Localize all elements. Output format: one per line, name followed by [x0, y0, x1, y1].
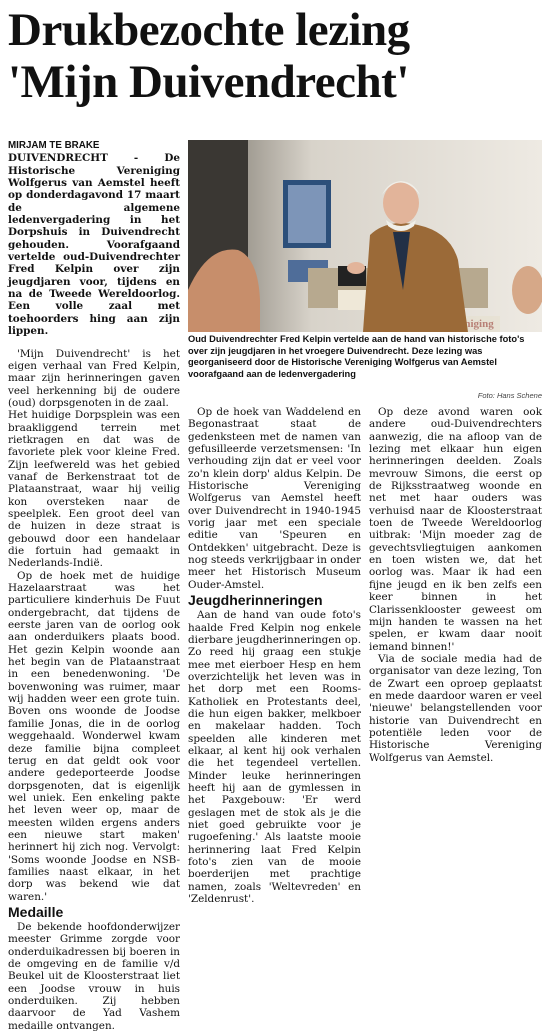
byline: MIRJAM TE BRAKE: [8, 140, 100, 151]
article-photo: [188, 140, 542, 332]
photo-credit: Foto: Hans Schene: [477, 391, 542, 400]
body-paragraph: Via de sociale media had de organisator van deze lezing, Ton de Zwart een oproep geplaatst en mede daardoor waren er veel 'nieuwe' belangstellenden voor historie van Duivendrecht en potentiële leden voor de Historische Vereniging Wolfgerus van Aemstel.: [369, 652, 542, 764]
dateline: DUIVENDRECHT: [8, 152, 108, 165]
lead-text: - De Historische Vereniging Wolfgerus van Aemstel heeft op donderdagavond 17 maart de algemene ledenvergadering in het Dorpshuis in Duivendrecht gehouden. Voorafgaand vertelde oud-Duivendrechter Fred Kelpin over zijn jeugdjaren voor, tijdens en na de Tweede Wereldoorlog. Een volle zaal met toehoorders hing aan zijn lippen.: [8, 152, 180, 338]
body-paragraph: Op de hoek van Waddelend en Begonastraat staat de gedenksteen met de namen van gefusilleerde verzetsmensen: 'In verhouding zijn dat er veel voor zo'n klein dorp' aldus Kelpin. De Historische Vereniging Wolfgerus van Aemstel heeft over Duivendrecht in 1940-1945 vorig jaar met een speciale editie van 'Speuren en Ontdekken' uitgebracht. Deze is nog steeds verkrijgbaar in onder meer het Historisch Museum Ouder-Amstel.: [188, 406, 361, 591]
photo-illustration: [188, 140, 542, 332]
photo-caption: Oud Duivendrechter Fred Kelpin vertelde aan de hand van historische foto's over zijn jeugdjaren in het vroegere Duivendrecht. Deze lezing was georganiseerd door de Historische Vereniging Wolfgerus van Aemstel voorafgaand aan de ledenvergadering: [188, 334, 525, 379]
subhead-medaille: Medaille: [8, 903, 64, 920]
body-paragraph: De bekende hoofdonderwijzer meester Grimme zorgde voor onderduikadressen bij boeren in de omgeving en de familie v/d Beukel uit de Kloosterstraat liet een Joodse vrouw in huis onderduiken. Zij hebben daarvoor de Yad Vashem medaille ontvangen.: [8, 920, 180, 1032]
headline-line-2: 'Mijn Duivendrecht': [8, 56, 409, 108]
headline: [8, 4, 548, 108]
column-3: [369, 406, 542, 764]
headline-line-1: Drukbezochte lezing: [8, 4, 410, 56]
body-paragraph: Op de hoek met de huidige Hazelaarstraat was het particuliere kinderhuis De Fuut ondergebracht, dat tijdens de eerste jaren van de oorlog ook aan onderduikers plaats bood. Het gezin Kelpin woonde aan het begin van de Plataanstraat in een benedenwoning. 'De bovenwoning was ruimer, maar wij hadden weer een grote tuin. Boven ons woonde de Joodse familie Jonas, die in de oorlog weggehaald. Wonderwel kwam deze familie bijna compleet terug en dat geldt ook voor andere gedeporteerde Joodse dorpsgenoten, dat is eigenlijk wel uniek. Een enkeling pakte het leven weer op, maar de meesten wilden ergens anders een nieuwe start maken' herinnert hij zich nog. Vervolgt: 'Soms woonde Joodse en NSB-families naast elkaar, in het dorp was bekend wie dat waren.': [8, 569, 180, 903]
body-paragraph: Aan de hand van oude foto's haalde Fred Kelpin nog enkele dierbare jeugdherinneringen op. Zo reed hij graag een stukje mee met eierboer Hesp en hem overzichtelijk het leven was in het dorp met een Rooms-Katholiek en Protestants deel, die hun eigen bakker, melkboer en makelaar hadden. Toch speelden alle kinderen met elkaar, al kent hij ook verhalen die het tegendeel vertellen. Minder leuke herinneringen heeft hij aan de gymlessen in het Paxgebouw: 'Er werd geslagen met de stok als je die niet goed gebruikte voor je rugoefening.' Als laatste mooie herinnering laat Fred Kelpin foto's zien van de mooie boerderijen met prachtige namen, zoals 'Weltevreden' en 'Zeldenrust'.: [188, 609, 361, 906]
column-2: [188, 406, 361, 905]
body-paragraph: Op deze avond waren ook andere oud-Duivendrechters aanwezig, die na afloop van de lezing met elkaar hun eigen herinneringen deelden. Zoals mevrouw Simons, die eerst op de Rijksstraatweg woonde en net met haar ouders was verhuisd naar de Kloosterstraat toen de Tweede Wereldoorlog uitbrak: 'Mijn moeder zag de gevechtsvliegtuigen aankomen en toen wisten we, dat het oorlog was. Maar ik had een fijne jeugd en ik ben zelfs een keer binnen in het Clarissenklooster geweest om mijn handen te wassen na het spelen, er kwam daar nooit iemand binnen!': [369, 406, 542, 653]
lead-paragraph: [8, 152, 180, 337]
column-1: [8, 140, 180, 1032]
subhead-jeugdherinneringen: Jeugdherinneringen: [188, 592, 323, 609]
body-paragraph: 'Mijn Duivendrecht' is het eigen verhaal van Fred Kelpin, maar zijn herinneringen gaven veel herkenning bij de oudere (oud) dorpsgenoten in de zaal.: [8, 347, 180, 409]
body-paragraph: Het huidige Dorpsplein was een braakliggend terrein met rietkragen en dat was de favoriete plek voor kleine Fred. Zijn leefwereld was het gebied vanaf de Berkenstraat tot de Plataanstraat, waar hij veilig kon oversteken naar de speelplek. Een groot deel van de huizen in deze straat is gebouwd door een handelaar die fortuin had gemaakt in Nederlands-Indië.: [8, 409, 180, 570]
